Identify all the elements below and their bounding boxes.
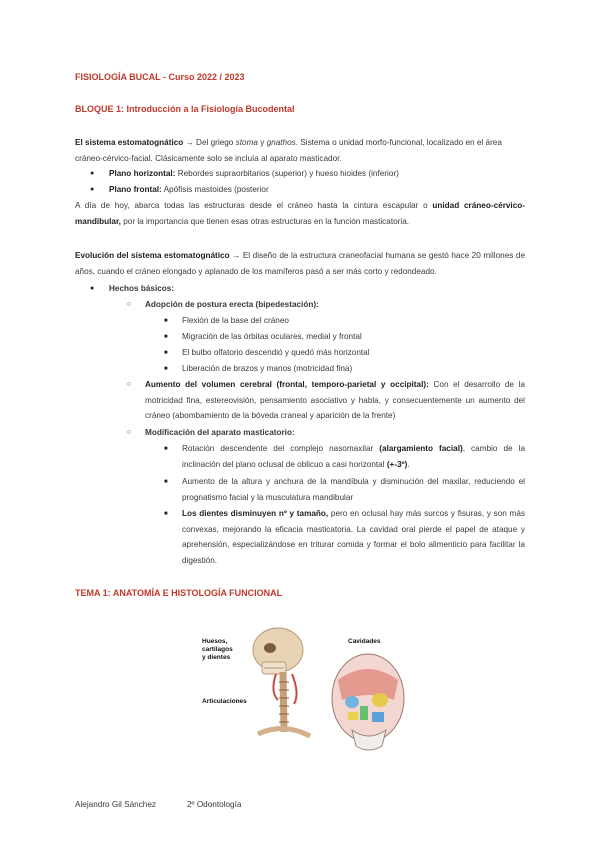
modificacion-title: Modificación del aparato masticatorio:: [145, 428, 295, 437]
footer-course: 2º Odontología: [187, 800, 242, 809]
item1-bold2: (+-3º): [386, 459, 408, 469]
y-word: y: [257, 138, 267, 147]
skull-spine-illustration: [248, 622, 318, 754]
skull-cavities-illustration: [328, 650, 408, 755]
bullet-square: [164, 329, 168, 346]
today-text-b: por la importancia que tienen esas otras estructuras en la función masticatoria.: [120, 216, 410, 226]
definition-rest: . Sistema o unidad morfo-funcional, localizado en el área cráneo-cérvico-facial. Clásicamente solo se incluía al aparato masticador.: [75, 138, 502, 163]
stomatognathic-definition: [75, 135, 525, 166]
footer-author: Alejandro Gil Sánchez: [75, 800, 157, 809]
item1-text-b: , cambio de la inclinación del plano oclusal de oblicuo a casi horizontal: [182, 444, 525, 469]
list-item: Migración de las órbitas oculares, medial y frontal: [182, 332, 362, 341]
bullet-square: [164, 474, 168, 491]
bullet-disc: [90, 182, 94, 198]
label-line: cartílagos: [202, 646, 233, 653]
course-title: FISIOLOGÍA BUCAL - Curso 2022 / 2023: [75, 72, 245, 82]
volumen-item: [145, 377, 525, 424]
term-sistema: El sistema estomatognático: [75, 138, 184, 147]
list-item: El bulbo olfatorio descendió y quedó más horizontal: [182, 348, 370, 357]
modificacion-item-2: Aumento de la altura y anchura de la mandíbula y disminución del maxilar, reduciendo el prognatismo facial y la musculatura mandibular: [182, 477, 525, 502]
item3-bold: Los dientes disminuyen nº y tamaño,: [182, 509, 329, 518]
anatomy-figure: [190, 620, 420, 760]
evolution-text: → El diseño de la estructura craneofacial humana se gestó hace 20 millones de años, cuando el cráneo elongado y aplanado de los mamíferos pasó a ser más corto y redondeado.: [75, 251, 525, 276]
bullet-disc: [90, 166, 94, 182]
list-item: Liberación de brazos y manos (motricidad fina): [182, 364, 353, 373]
label-articulaciones: Articulaciones: [202, 698, 247, 705]
label-line: Huesos,: [202, 638, 228, 645]
label-huesos: [202, 638, 233, 662]
bullet-square: [164, 313, 168, 330]
bullet-circle: [127, 377, 131, 393]
bullet-square: [164, 441, 168, 458]
volumen-text: Con el desarrollo de la motricidad fina, estereovisión, pensamiento asociativo y habla, y consecuentemente un aumento del cráneo (abombamiento de la bóveda craneal y aparición de la frente): [145, 380, 525, 420]
volumen-title: Aumento del volumen cerebral (frontal, temporo-parietal y occipital):: [145, 380, 429, 389]
bullet-circle: [127, 425, 131, 441]
postura-title: Adopción de postura erecta (bipedestación):: [145, 300, 319, 309]
label-line: y dientes: [202, 654, 231, 661]
evolution-paragraph: [75, 248, 525, 279]
list-item-plano-frontal: [109, 182, 529, 198]
list-item: Flexión de la base del cráneo: [182, 316, 289, 325]
bullet-disc: [90, 281, 94, 297]
bullet-circle: [127, 297, 131, 313]
evolution-term: Evolución del sistema estomatognático: [75, 251, 230, 260]
item-text: Apófisis mastoides (posterior: [161, 185, 269, 194]
arrow-text: → Del griego: [183, 138, 236, 147]
item3-text: pero en oclusal hay más surcos y fisuras, y son más convexas, mejorando la eficacia masticatoria. La cavidad oral pierde el papel de ataque y aprehensión, especializándose en triturar comida y formar el bolo alimenticio para facilitar la digestión.: [182, 509, 526, 565]
modificacion-item-1: [182, 441, 525, 472]
hechos-basicos: Hechos básicos:: [109, 284, 175, 293]
block-title: BLOQUE 1: Introducción a la Fisiología Bucodental: [75, 104, 295, 114]
item1-text-c: .: [407, 459, 410, 469]
item1-bold: (alargamiento facial): [379, 444, 463, 453]
bullet-square: [164, 506, 168, 523]
item-text: Rebordes supraorbitarios (superior) y hueso hioides (inferior): [175, 169, 399, 178]
list-item-plano-horizontal: [109, 166, 529, 182]
bullet-square: [164, 361, 168, 378]
item-label: Plano horizontal:: [109, 169, 176, 178]
gnathos-word: gnathos: [266, 138, 296, 147]
item-label: Plano frontal:: [109, 185, 162, 194]
tema-title: TEMA 1: ANATOMÍA E HISTOLOGÍA FUNCIONAL: [75, 588, 283, 598]
bullet-square: [164, 345, 168, 362]
today-bold: unidad cráneo-cérvico-mandibular,: [75, 201, 525, 226]
modificacion-item-3: [182, 506, 525, 568]
label-cavidades: Cavidades: [348, 638, 381, 645]
today-text-a: A día de hoy, abarca todas las estructuras desde el cráneo hasta la cintura escapular o: [75, 201, 433, 210]
today-paragraph: [75, 198, 525, 229]
stoma-word: stoma: [235, 138, 258, 147]
item1-text-a: Rotación descendente del complejo nasomaxilar: [182, 444, 380, 453]
